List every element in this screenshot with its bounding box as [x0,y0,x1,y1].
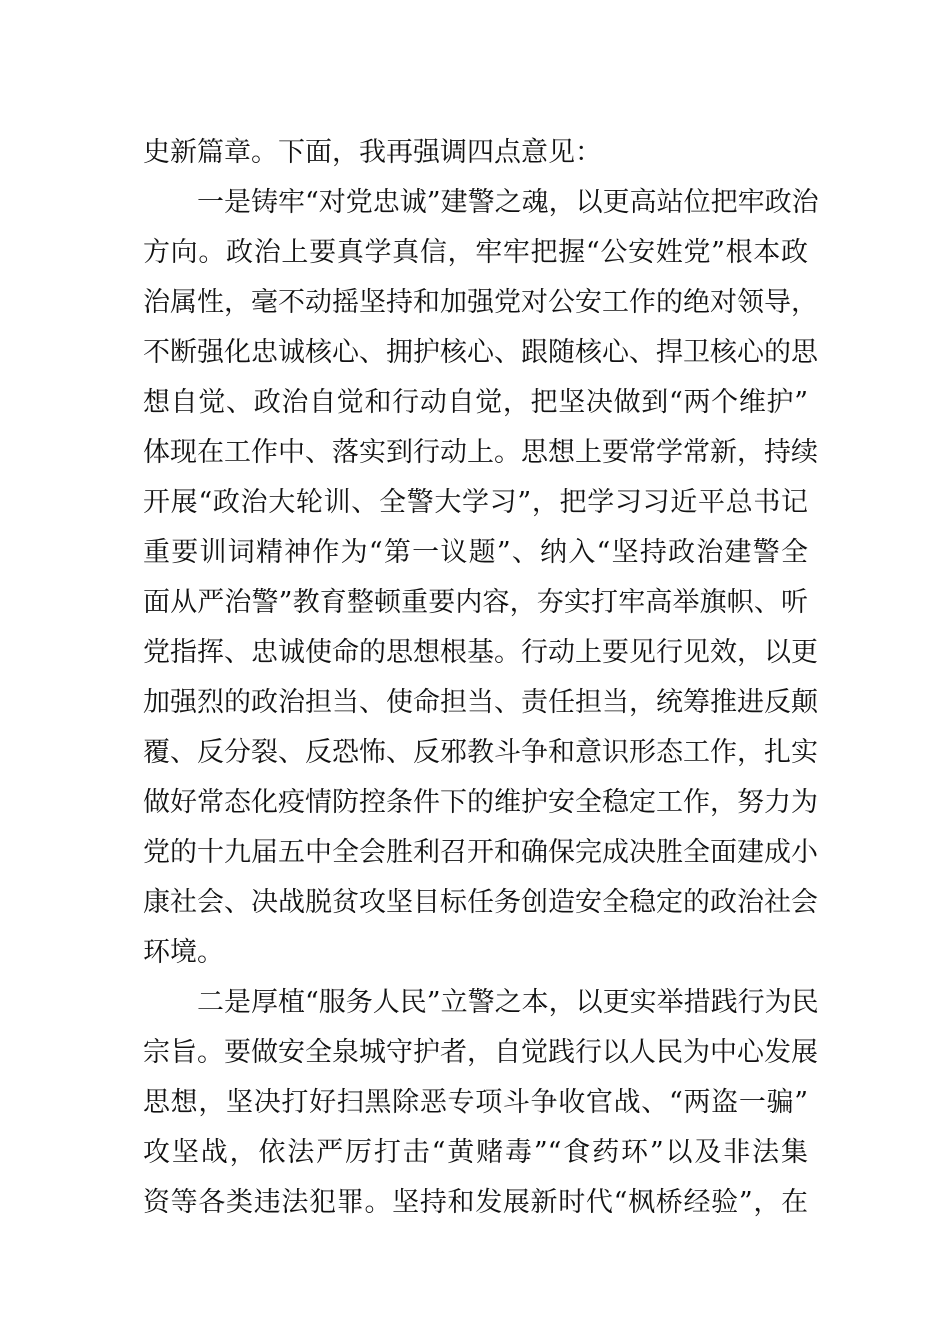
text-line: 资等各类违法犯罪。坚持和发展新时代“枫桥经验”，在 [143,1187,808,1218]
text-line: 想自觉、政治自觉和行动自觉，把坚决做到“两个维护” [143,387,808,418]
text-line: 宗旨。要做安全泉城守护者，自觉践行以人民为中心发展 [143,1037,818,1068]
text-line: 环境。 [143,937,224,968]
text-line: 党的十九届五中全会胜利召开和确保完成决胜全面建成小 [143,837,818,868]
text-line: 开展“政治大轮训、全警大学习”，把学习习近平总书记 [143,487,808,518]
text-line: 康社会、决战脱贫攻坚目标任务创造安全稳定的政治社会 [143,887,818,918]
body-text [143,128,819,1228]
text-line: 体现在工作中、落实到行动上。思想上要常学常新，持续 [143,437,818,468]
text-line: 覆、反分裂、反恐怖、反邪教斗争和意识形态工作，扎实 [143,737,818,768]
text-line: 攻坚战，依法严厉打击“黄赌毒”“食药环”以及非法集 [143,1137,808,1168]
text-line: 一是铸牢“对党忠诚”建警之魂，以更高站位把牢政治 [197,187,819,218]
text-line: 史新篇章。下面，我再强调四点意见： [143,137,602,168]
text-line: 不断强化忠诚核心、拥护核心、跟随核心、捍卫核心的思 [143,337,818,368]
text-line: 思想，坚决打好扫黑除恶专项斗争收官战、“两盗一骗” [143,1087,808,1118]
text-line: 重要训词精神作为“第一议题”、纳入“坚持政治建警全 [143,537,808,568]
text-line: 做好常态化疫情防控条件下的维护安全稳定工作，努力为 [143,787,818,818]
text-line: 二是厚植“服务人民”立警之本，以更实举措践行为民 [197,987,819,1018]
text-line: 加强烈的政治担当、使命担当、责任担当，统筹推进反颠 [143,687,818,718]
text-line: 面从严治警”教育整顿重要内容，夯实打牢高举旗帜、听 [143,587,808,618]
text-line: 党指挥、忠诚使命的思想根基。行动上要见行见效，以更 [143,637,818,668]
text-line: 治属性，毫不动摇坚持和加强党对公安工作的绝对领导， [143,287,818,318]
text-line: 方向。政治上要真学真信，牢牢把握“公安姓党”根本政 [143,237,808,268]
